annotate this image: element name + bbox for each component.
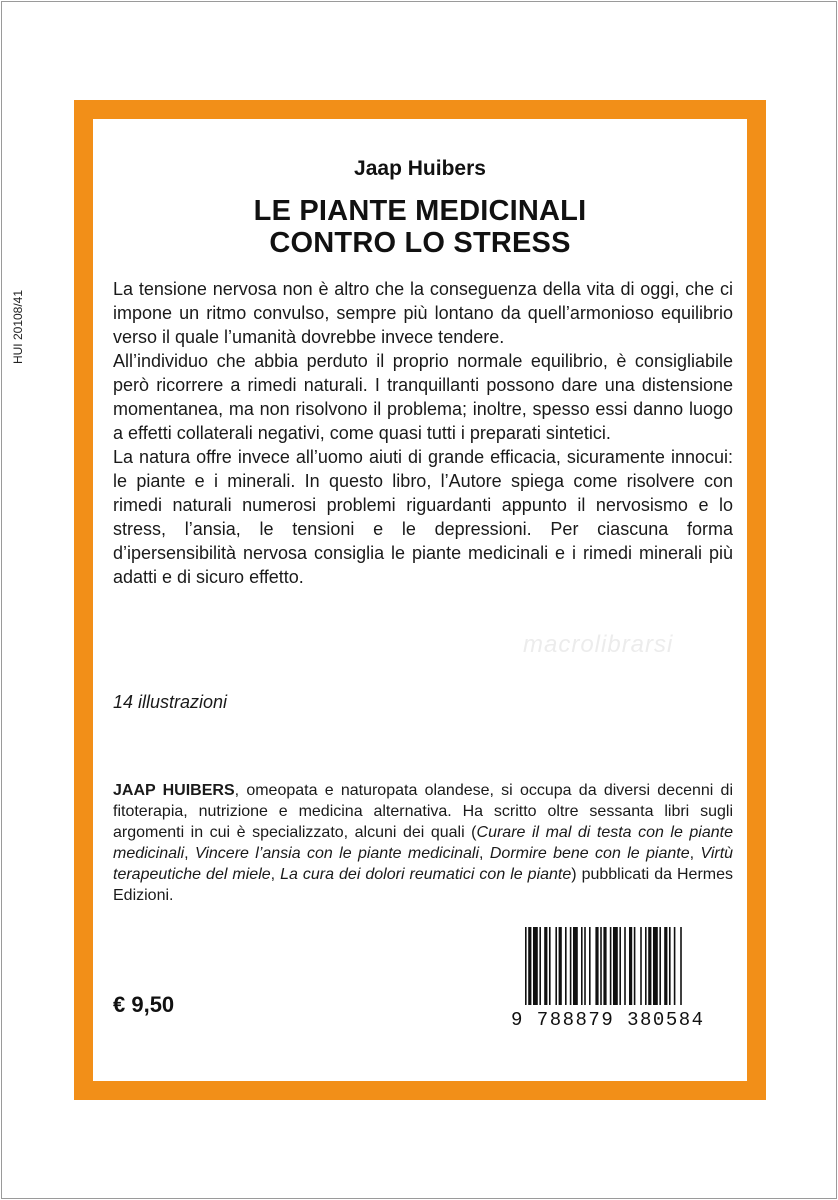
price: € 9,50 (113, 992, 175, 1017)
blurb-paragraph-2: All’individuo che abbia perduto il proprio normale equilibrio, è consigliabile però ricorrere a rimedi naturali. I tranquillanti possono dare una distensione momentanea, ma non risolvono il problema; inoltre, spesso essi danno luogo a effetti collaterali negativi, come quasi tutti i preparati sintetici. (113, 351, 733, 443)
watermark: macrolibrarsi (523, 631, 674, 658)
cover-content (93, 119, 747, 1081)
bio-sep-3: , (689, 845, 701, 862)
book-title (93, 195, 747, 259)
side-code (8, 272, 28, 382)
side-code-text: HUI 20108/41 (11, 289, 25, 365)
orange-frame (74, 100, 766, 1100)
blurb-paragraph-3: La natura offre invece all’uomo aiuti di grande efficacia, sicuramente innocui: le piante e i minerali. In questo libro, l’Autore spiega come risolvere con rimedi naturali numerosi problemi riguardanti appunto il nervosismo e lo stress, l’ansia, le tensioni e le depressioni. Per ciascuna forma d’ipersensibilità nervosa consiglia le piante medicinali e i rimedi minerali più adatti e di sicuro effetto. (113, 447, 733, 587)
bio-book-5: La cura dei dolori reumatici con le piante (280, 866, 572, 883)
author-name: Jaap Huibers (354, 157, 486, 180)
blurb-paragraph-1: La tensione nervosa non è altro che la conseguenza della vita di oggi, che ci impone un ritmo convulso, sempre più lontano da quell’armonioso equilibrio verso il quale l’umanità dovrebbe invece tendere. (113, 279, 733, 347)
barcode-block (511, 927, 743, 1032)
bio-sep-1: , (184, 845, 195, 862)
bio-book-1: Curare il mal di testa con le piante medicinali (113, 824, 733, 862)
bio-book-2: Vincere l’ansia con le piante medicinali (194, 845, 480, 862)
bio-sep-2: , (479, 845, 490, 862)
bio-name: JAAP HUIBERS (113, 782, 235, 799)
illustrations-note: 14 illustrazioni (113, 692, 228, 712)
title-line-2: CONTRO LO STRESS (269, 227, 571, 259)
blurb (113, 277, 733, 589)
back-cover (1, 1, 837, 1199)
bio-book-4: Virtù terapeutiche del miele (113, 845, 734, 883)
bio-text-1: , omeopata e naturopata olandese, si occupa da diversi decenni di fitoterapia, nutrizione e medicina alternativa. Ha scritto oltre sessanta libri sugli argomenti in cui è specializzato, alcuni dei quali ( (113, 782, 734, 841)
bio-sep-4: , (270, 866, 281, 883)
bio-book-3: Dormire bene con le piante (489, 845, 690, 862)
isbn-number: 9 788879 380584 (511, 1009, 705, 1031)
author-bio (113, 780, 733, 906)
barcode-icon (511, 927, 743, 1007)
title-line-1: LE PIANTE MEDICINALI (253, 195, 587, 227)
bio-text-2: ) pubblicati da Hermes Edizioni. (113, 866, 733, 904)
